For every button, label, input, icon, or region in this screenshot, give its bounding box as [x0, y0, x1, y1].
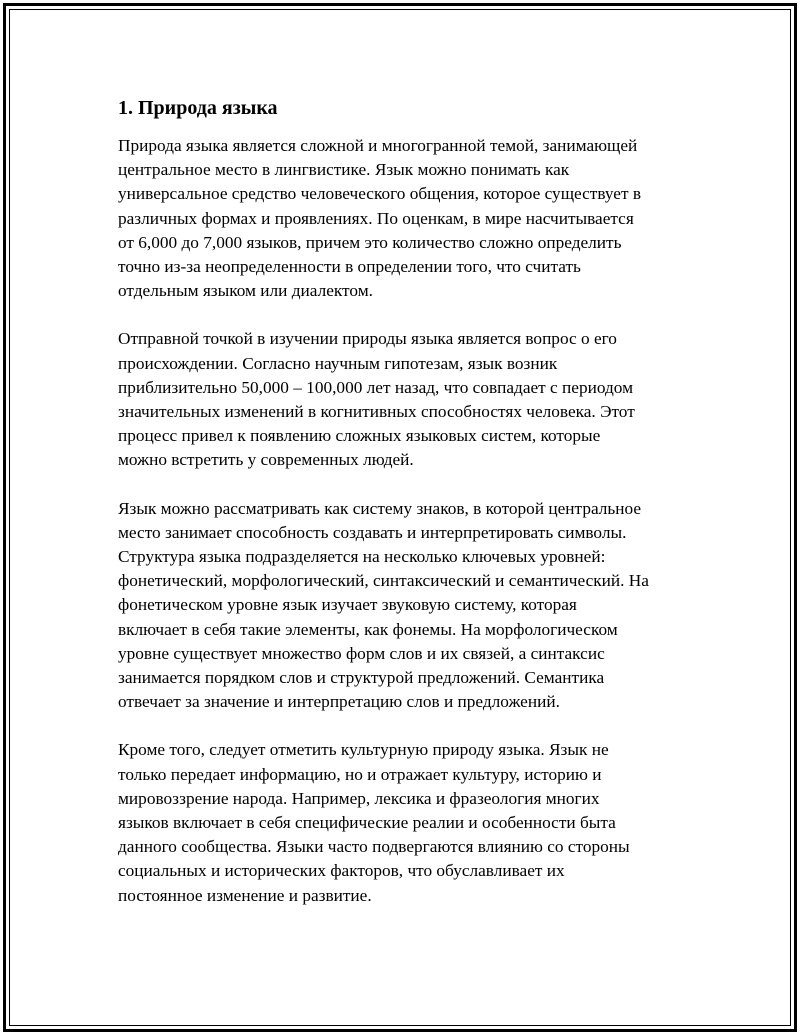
paragraph-line: универсальное средство человеческого общения, которое существует в	[118, 184, 642, 204]
paragraph-line: приблизительно 50,000 – 100,000 лет назад, что совпадает с периодом	[118, 377, 634, 397]
paragraph-1	[118, 134, 688, 303]
paragraph-line: уровне существует множество форм слов и их связей, а синтаксис	[118, 643, 605, 663]
paragraph-line: фонетическом уровне язык изучает звуковую систему, которая	[118, 595, 577, 615]
paragraph-line: происхождении. Согласно научным гипотезам, язык возник	[118, 353, 558, 373]
paragraph-3	[118, 497, 688, 715]
paragraph-line: Отправной точкой в изучении природы языка является вопрос о его	[118, 329, 617, 349]
paragraph-line: точно из-за неопределенности в определении того, что считать	[118, 257, 581, 277]
paragraph-line: значительных изменений в когнитивных способностях человека. Этот	[118, 402, 635, 422]
paragraph-line: фонетический, морфологический, синтаксический и семантический. На	[118, 571, 649, 591]
paragraph-line: различных формах и проявлениях. По оценкам, в мире насчитывается	[118, 208, 634, 228]
paragraph-line: место занимает способность создавать и интерпретировать символы.	[118, 522, 627, 542]
paragraph-line: данного сообщества. Языки часто подвергаются влиянию со стороны	[118, 837, 630, 857]
paragraph-line: Язык можно рассматривать как систему знаков, в которой центральное	[118, 498, 642, 518]
paragraph-line: включает в себя такие элементы, как фонемы. На морфологическом	[118, 619, 618, 639]
paragraph-line: можно встретить у современных людей.	[118, 450, 414, 470]
paragraph-line: социальных и исторических факторов, что обуславливает их	[118, 861, 565, 881]
paragraph-line: мировоззрение народа. Например, лексика и фразеология многих	[118, 788, 600, 808]
paragraph-line: языков включает в себя специфические реалии и особенности быта	[118, 813, 616, 833]
paragraph-line: только передает информацию, но и отражает культуру, историю и	[118, 764, 602, 784]
paragraph-line: Структура языка подразделяется на несколько ключевых уровней:	[118, 547, 606, 567]
section-heading: 1. Природа языка	[118, 97, 278, 119]
paragraph-line: постоянное изменение и развитие.	[118, 885, 372, 905]
paragraph-line: отдельным языком или диалектом.	[118, 281, 373, 301]
paragraph-line: Природа языка является сложной и многогранной темой, занимающей	[118, 136, 638, 155]
document-body	[118, 96, 688, 932]
paragraph-2	[118, 327, 688, 472]
paragraph-line: центральное место в лингвистике. Язык можно понимать как	[118, 160, 570, 180]
paragraph-line: отвечает за значение и интерпретацию слов и предложений.	[118, 692, 560, 712]
paragraph-line: от 6,000 до 7,000 языков, причем это количество сложно определить	[118, 232, 622, 252]
paragraph-line: Кроме того, следует отметить культурную природу языка. Язык не	[118, 740, 609, 760]
paragraph-4	[118, 738, 688, 907]
paragraph-line: процесс привел к появлению сложных языковых систем, которые	[118, 426, 601, 446]
paragraph-line: занимается порядком слов и структурой предложений. Семантика	[118, 668, 605, 688]
